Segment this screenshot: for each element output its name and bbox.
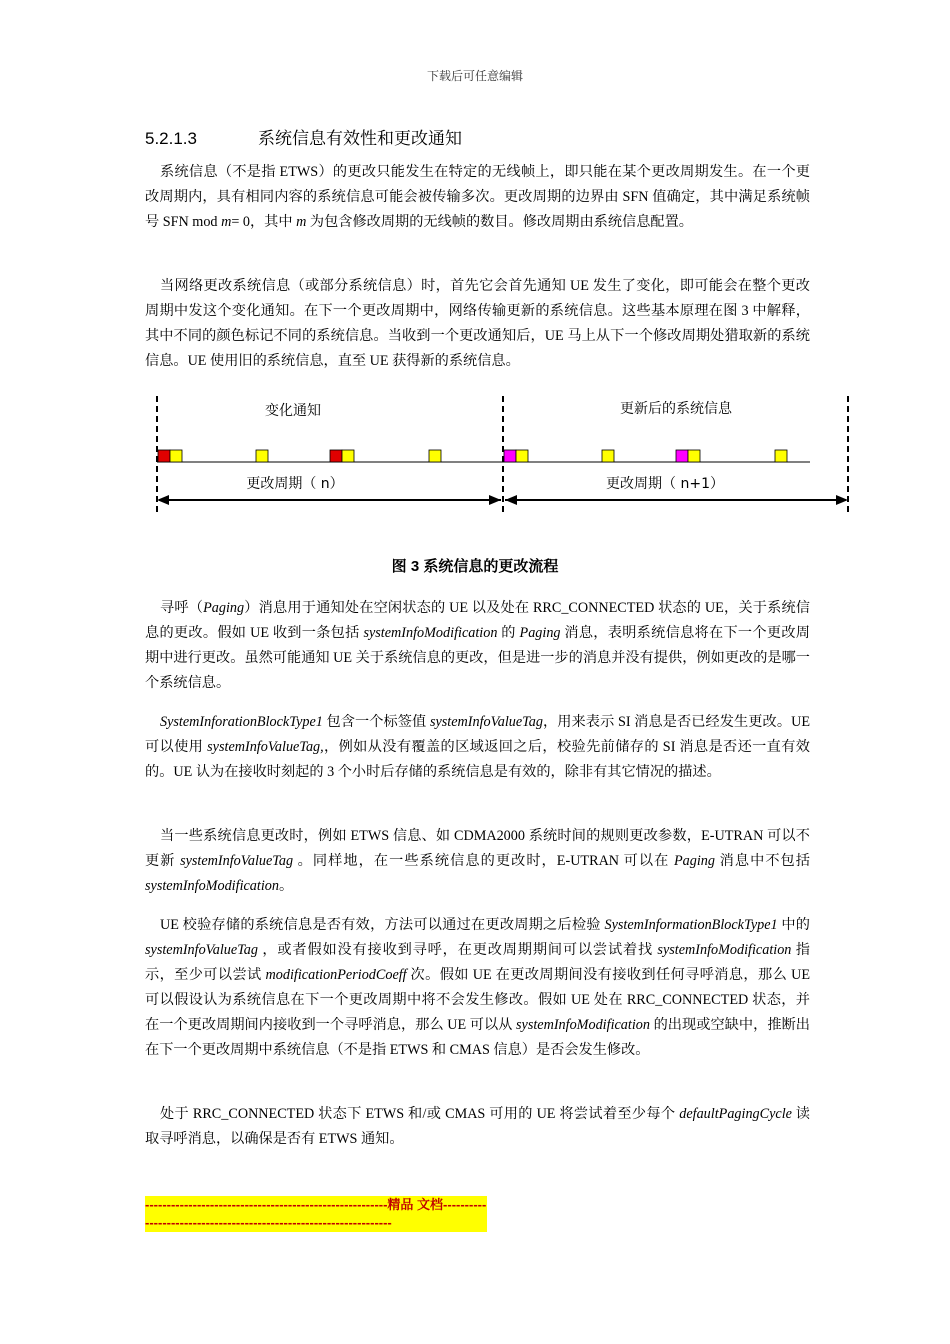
paragraph-6: UE 校验存储的系统信息是否有效，方法可以通过在更改周期之后检验 SystemInformationBlockType1 中的 systemInfoValueTag ，或者假如没有接收到寻呼，在更改周期期间可以尝试着找 systemInfoModification 指示，至少可以尝试 modificationPeriodCoeff 次。假如 UE 在更改周期间没有接收到任何寻呼消息，那么 UE 可以假设认为系统信息在下一个更改周期中将不会发生修改。假如 UE 处在 RRC_CONNECTED 状态，并在一个更改周期间内接收到一个寻呼消息，那么 UE 可以从 systemInfoModification 的出现或空缺中，推断出在下一个更改周期中系统信息（不是指 ETWS 和 CMAS 信息）是否会发生修改。 <box>145 917 810 1058</box>
paragraph-7: 处于 RRC_CONNECTED 状态下 ETWS 和/或 CMAS 可用的 UE 将尝试着至少每个 defaultPagingCycle 读取寻呼消息，以确保是否有 ETWS 通知。 <box>145 1106 810 1147</box>
marker-yellow-8 <box>775 450 787 462</box>
paragraph-3: 寻呼（Paging）消息用于通知处在空闲状态的 UE 以及处在 RRC_CONNECTED 状态的 UE，关于系统信息的更改。假如 UE 收到一条包括 systemInfoModification 的 Paging 消息，表明系统信息将在下一个更改周期中进行更改。虽然可能通知 UE 关于系统信息的更改，但是进一步的消息并没有提供，例如更改的是哪一个系统信息。 <box>145 600 810 691</box>
marker-yellow-3 <box>342 450 354 462</box>
figure-caption: 图 3 系统信息的更改流程 <box>391 558 559 575</box>
paragraph-1: 系统信息（不是指 ETWS）的更改只能发生在特定的无线帧上，即只能在某个更改周期发生。在一个更改周期内，具有相同内容的系统信息可能会被传输多次。更改周期的边界由 SFN 值确定，其中满足系统帧号 SFN mod m= 0，其中 m 为包含修改周期的无线帧的数目。修改周期由系统信息配置。 <box>145 164 810 230</box>
system-info-change-figure <box>145 388 855 518</box>
period-arrow-n1-right-head <box>836 495 848 505</box>
marker-magenta-2 <box>676 450 688 462</box>
marker-red-2 <box>330 450 342 462</box>
section-heading <box>145 124 462 149</box>
label-period-n: 更改周期（ n） <box>246 476 344 492</box>
footer-banner: --------------------------------------------------------精品 文档------------------------------------------------------------------- <box>145 1197 487 1230</box>
label-period-n1: 更改周期（ n+1） <box>606 476 724 492</box>
marker-magenta-1 <box>504 450 516 462</box>
period-arrow-n-right-head <box>489 495 501 505</box>
period-arrow-n1-left-head <box>505 495 517 505</box>
label-updated-info: 更新后的系统信息 <box>620 401 732 417</box>
marker-yellow-6 <box>602 450 614 462</box>
paragraph-2: 当网络更改系统信息（或部分系统信息）时，首先它会首先通知 UE 发生了变化，即可能会在整个更改周期中发这个变化通知。在下一个更改周期中，网络传输更新的系统信息。这些基本原理在图 3 中解释，其中不同的颜色标记不同的系统信息。当收到一个更改通知后，UE 马上从下一个修改周期处猎取新的系统信息。UE 使用旧的系统信息，直至 UE 获得新的系统信息。 <box>145 278 810 369</box>
marker-red-1 <box>158 450 170 462</box>
label-change-notification: 变化通知 <box>265 403 321 419</box>
section-title: 系统信息有效性和更改通知 <box>258 129 462 148</box>
marker-yellow-5 <box>516 450 528 462</box>
paragraph-4: SystemInforationBlockType1 包含一个标签值 systemInfoValueTag，用来表示 SI 消息是否已经发生更改。UE 可以使用 systemInfoValueTag,，例如从没有覆盖的区域返回之后，校验先前储存的 SI 消息是否还一直有效的。UE 认为在接收时刻起的 3 个小时后存储的系统信息是有效的，除非有其它情况的描述。 <box>145 714 810 780</box>
period-arrow-n-left-head <box>157 495 169 505</box>
paragraph-5: 当一些系统信息更改时，例如 ETWS 信息、如 CDMA2000 系统时间的规则更改参数，E-UTRAN 可以不更新 systemInfoValueTag 。同样地，在一些系统信息的更改时，E-UTRAN 可以在 Paging 消息中不包括 systemInfoModification。 <box>145 828 810 894</box>
section-number: 5.2.1.3 <box>145 129 197 148</box>
marker-yellow-4 <box>429 450 441 462</box>
page-header: 下载后可任意编辑 <box>426 69 523 83</box>
marker-yellow-7 <box>688 450 700 462</box>
marker-yellow-2 <box>256 450 268 462</box>
marker-yellow-1 <box>170 450 182 462</box>
